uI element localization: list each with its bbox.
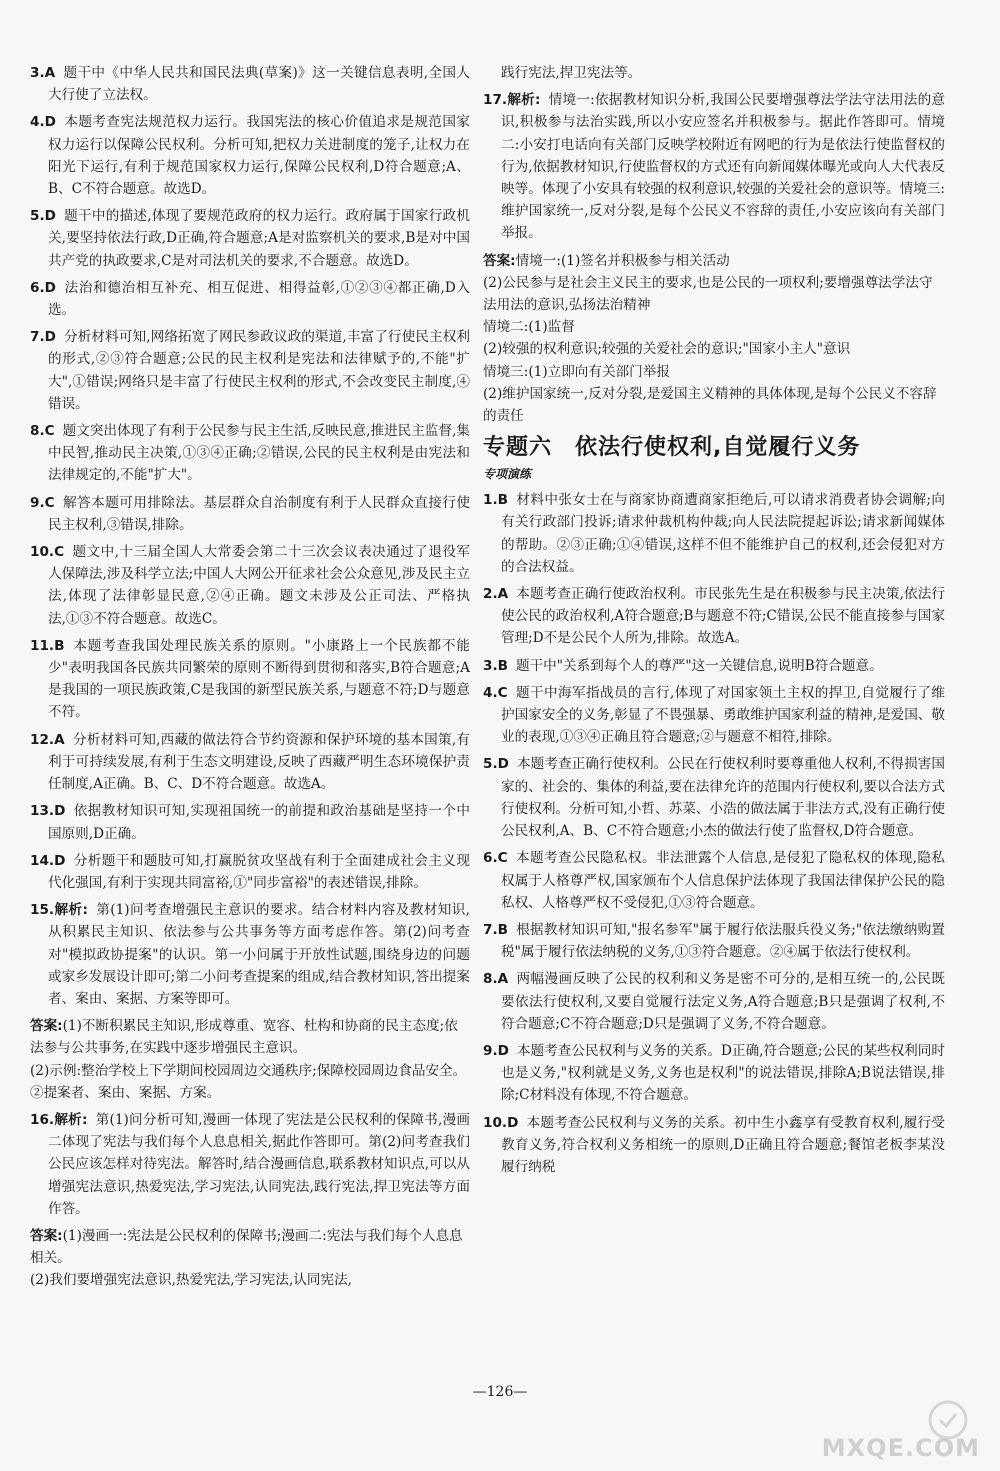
answer-part-1: (1)不断积累民主知识,形成尊重、宽容、杜构和协商的民主态度;依法参与公共事务,在实践中逐步增强民主意识。	[30, 1018, 458, 1057]
answer-letter: D	[507, 1114, 519, 1131]
answer-line: (2)公民参与是社会主义民主的要求,也是公民的一项权利;要增强尊法学法守法用法的意识,弘扬法治精神	[483, 274, 933, 314]
answer-item	[30, 277, 470, 321]
analysis-label: 解析:	[54, 1111, 88, 1128]
explanation-text: 本题考查公民权利与义务的关系。D正确,符合题意;公民的某些权利同时也是义务,"权利就是义务,义务也是权利"的说法错误,排除A;B说法错误,排除;C材料没有体现,不符合题意。	[501, 1042, 945, 1104]
answer-item	[483, 847, 945, 914]
analysis-text: 第(1)问分析可知,漫画一体现了宪法是公民权利的保障书,漫画二体现了宪法与我们每个人息息相关,据此作答即可。第(2)问考查我们公民应该怎样对待宪法。解答时,结合漫画信息,联系教材知识点,可以从增强宪法意识,热爱宪法,学习宪法,认同宪法,践行宪法,捍卫宪法等方面作答。	[48, 1111, 470, 1217]
question-number: 16.	[30, 1111, 55, 1128]
question-number: 6.	[30, 279, 45, 296]
question-number: 5.	[30, 208, 45, 225]
question-17	[483, 89, 945, 244]
answer-letter: D	[44, 114, 56, 131]
answer-17	[483, 250, 945, 428]
explanation-text: 题干中的描述,体现了要规范政府的权力运行。政府属于国家行政机关,要坚持依法行政,D正确,符合题意;A是对监察机关的要求,B是对中国共产党的执政要求,C是对司法机关的要求,不合题意。故选D。	[48, 208, 470, 269]
right-column	[483, 62, 945, 1183]
explanation-text: 本题考查正确行使政治权利。市民张先生是在积极参与民主决策,依法行使公民的政治权利,A符合题意;B与题意不符;C错误,公民不能直接参与国家管理;D不是公民个人所为,排除。故选A。	[501, 586, 945, 647]
explanation-text: 题干中《中华人民共和国民法典(草案)》这一关键信息表明,全国人大行使了立法权。	[48, 65, 470, 104]
analysis-text: 第(1)问考查增强民主意识的要求。结合材料内容及教材知识,从积累民主知识、依法参与公共事务等方面考虑作答。第(2)问考查对"模拟政协提案"的认识。第一小问属于开放性试题,围绕身边的问题或家乡发展设计即可;第二小问考查提案的组成,结合教材知识,答出提案者、案由、案据、方案等即可。	[48, 902, 470, 1007]
answer-letter: C	[44, 494, 55, 511]
answer-letter: B	[54, 637, 65, 654]
answer-letter: C	[497, 850, 508, 867]
answer-letter: D	[44, 208, 56, 225]
section-subtitle: 专项演练	[483, 467, 532, 482]
question-number: 15.	[30, 902, 55, 919]
answer-item	[483, 919, 945, 963]
answer-item	[30, 635, 470, 724]
answer-item	[30, 205, 470, 272]
answer-item	[483, 682, 945, 749]
watermark-text: MXQE.COM	[821, 1434, 980, 1462]
answer-letter: C	[497, 684, 508, 701]
answer-line: 情境一:(1)签名并积极参与相关活动	[515, 252, 730, 269]
answer-line: 情境三:(1)立即向有关部门举报	[483, 363, 670, 380]
question-number: 13.	[30, 803, 55, 820]
explanation-text: 两幅漫画反映了公民的权利和义务是密不可分的,是相互统一的,公民既要依法行使权利,又要自觉履行法定义务,A符合题意;B只是强调了权利,不符合题意;C不符合题意;D只是强调了义务,不符合题意。	[501, 971, 945, 1032]
answer-item	[483, 583, 945, 650]
question-number: 9.	[483, 1042, 498, 1059]
answer-letter: D	[44, 329, 56, 346]
question-number: 17.	[483, 92, 508, 109]
answer-letter: C	[54, 544, 65, 561]
explanation-text: 题干中海军指战员的言行,体现了对国家领土主权的捍卫,自觉履行了维护国家安全的义务,彰显了不畏强暴、勇敢维护国家利益的精神,是爱国、敬业的表现,①③④正确且符合题意;②与题意不相符,排除。	[501, 684, 945, 746]
question-number: 1.	[483, 492, 498, 509]
answer-item	[30, 541, 470, 630]
explanation-text: 本题考查宪法规范权力运行。我国宪法的核心价值追求是规范国家权力运行以保障公民权利。分析可知,把权力关进制度的笼子,让权力在阳光下运行,有利于规范国家权力运行,保障公民权利,D符合题意;A、B、C不符合题意。故选D。	[48, 114, 470, 198]
answer-letter: D	[497, 756, 509, 773]
explanation-text: 法治和德治相互补充、相互促进、相得益彰,①②③④都正确,D入选。	[48, 279, 470, 319]
continuation-text: 践行宪法,捍卫宪法等。	[501, 65, 642, 81]
answer-label: 答案:	[30, 1227, 63, 1244]
answer-letter: A	[44, 65, 56, 81]
answer-item	[30, 729, 470, 796]
answer-line: 情境二:(1)监督	[483, 319, 575, 336]
question-number: 3.	[483, 657, 498, 674]
answer-letter: B	[497, 492, 508, 509]
answer-letter: D	[44, 279, 56, 296]
left-answer-list	[30, 62, 470, 894]
answer-line: (2)维护国家统一,反对分裂,是爱国主义精神的具体体现,是每个公民义不容辞的责任	[483, 385, 937, 425]
answer-16	[30, 1225, 470, 1292]
explanation-text: 分析材料可知,西藏的做法符合节约资源和保护环境的基本国策,有利于可持续发展,有利于生态文明建设,反映了西藏严明生态环境保护责任制度,A正确。B、C、D不符合题意。故选A。	[48, 731, 470, 793]
analysis-text: 情境一:依据教材知识分析,我国公民要增强尊法学法守法用法的意识,积极参与法治实践,所以小安应签名并积极参与。据此作答即可。情境二:小安打电话向有关部门反映学校附近有网吧的行为是依法行使监督权的行为,依据教材知识,行使监督权的方式还有向新闻媒体曝光或向人大代表反映等。体现了小安具有较强的权利意识,较强的关爱社会的意识等。情境三:维护国家统一,反对分裂,是每个公民义不容辞的责任,小安应该向有关部门举报。	[501, 92, 945, 242]
answer-letter: D	[54, 852, 66, 869]
explanation-text: 题干中"关系到每个人的尊严"这一关键信息,说明B符合题意。	[516, 657, 883, 674]
answer-line: (2)较强的权利意识;较强的关爱社会的意识;"国家小主人"意识	[483, 341, 851, 358]
question-15	[30, 899, 470, 1010]
question-number: 7.	[30, 329, 45, 346]
explanation-text: 分析题干和题肢可知,打赢脱贫攻坚战有利于全面建成社会主义现代化强国,有利于实现共同富裕,①"同步富裕"的表述错误,排除。	[48, 852, 470, 891]
question-16	[30, 1109, 470, 1220]
answer-part-2: (2)我们要增强宪法意识,热爱宪法,学习宪法,认同宪法,	[30, 1272, 353, 1289]
right-answer-list	[483, 489, 945, 1178]
question-number: 8.	[30, 423, 45, 440]
answer-letter: D	[54, 803, 66, 820]
explanation-text: 题文中,十三届全国人大常委会第二十三次会议表决通过了退役军人保障法,涉及科学立法;中国人大网公开征求社会公众意见,涉及民主立法,体现了法律彰显民意,②④正确。题文未涉及公正司法、严格执法,①③不符合题意。故选C。	[48, 544, 470, 627]
page-number: —126—	[472, 1384, 528, 1400]
answer-item	[483, 655, 945, 677]
watermark-logo	[770, 1400, 980, 1462]
answer-letter: A	[497, 586, 509, 603]
explanation-text: 根据教材知识可知,"报名参军"属于履行依法服兵役义务;"依法缴纳购置税"属于履行依法纳税的义务,①③符合题意。②④属于依法行使权利。	[501, 921, 945, 961]
explanation-text: 依据教材知识可知,实现祖国统一的前提和政治基础是坚持一个中国原则,D正确。	[48, 803, 470, 842]
explanation-text: 本题考查公民隐私权。非法泄露个人信息,是侵犯了隐私权的体现,隐私权属于人格尊严权,国家颁布个人信息保护法体现了我国法律保护公民的隐私权、人格尊严权不受侵犯,①③符合题意。	[501, 850, 945, 911]
answer-letter: B	[497, 657, 508, 674]
question-number: 3.	[30, 65, 45, 81]
answer-letter: A	[497, 971, 509, 988]
question-number: 4.	[30, 114, 45, 131]
answer-letter: C	[44, 423, 55, 440]
answer-label: 答案:	[483, 252, 516, 269]
answer-item	[30, 420, 470, 487]
answer-label: 答案:	[30, 1018, 63, 1035]
explanation-text: 本题考查公民权利与义务的关系。初中生小鑫享有受教育权利,履行受教育义务,符合权利义务相统一的原则,D正确且符合题意;餐馆老板李某没履行纳税	[501, 1114, 945, 1175]
answer-letter: B	[497, 921, 508, 938]
question-number: 11.	[30, 637, 55, 654]
answer-item	[30, 492, 470, 536]
answer-part-2: (2)示例:整治学校上下学期间校园周边交通秩序;保障校园周边食品安全。②提案者、案由、案据、方案。	[30, 1062, 467, 1101]
explanation-text: 解答本题可用排除法。基层群众自治制度有利于人民群众直接行使民主权利,③错误,排除。	[48, 494, 470, 533]
question-number: 2.	[483, 586, 498, 603]
answer-item	[30, 326, 470, 415]
question-number: 10.	[30, 544, 55, 561]
left-column	[30, 62, 470, 1297]
explanation-text: 本题考查我国处理民族关系的原则。"小康路上一个民族都不能少"表明我国各民族共同繁荣的原则不断得到贯彻和落实,B符合题意;A是我国的一项民族政策,C是我国的新型民族关系,与题意不符;D与题意不符。	[48, 637, 470, 721]
answer-item	[483, 968, 945, 1035]
answer-item	[483, 753, 945, 842]
question-number: 10.	[483, 1114, 508, 1131]
explanation-text: 分析材料可知,网络拓宽了网民参政议政的渠道,丰富了行使民主权利的形式,②③符合题意;公民的民主权利是宪法和法律赋予的,不能"扩大",①错误;网络只是丰富了行使民主权利的形式,不会改变民主制度,④错误。	[48, 329, 470, 412]
explanation-text: 材料中张女士在与商家协商遭商家拒绝后,可以请求消费者协会调解;向有关行政部门投诉;请求仲裁机构仲裁;向人民法院提起诉讼;请求新闻媒体的帮助。②③正确;①④错误,这样不但不能维护自己的权利,还会侵犯对方的合法权益。	[501, 492, 945, 575]
analysis-label: 解析:	[54, 902, 88, 919]
question-number: 6.	[483, 850, 498, 867]
explanation-text: 题文突出体现了有利于公民参与民主生活,反映民意,推进民主监督,集中民智,推动民主决策,①③④正确;②错误,公民的民主权利是由宪法和法律规定的,不能"扩大"。	[48, 423, 470, 484]
question-number: 4.	[483, 684, 498, 701]
answer-part-1: (1)漫画一:宪法是公民权利的保障书;漫画二:宪法与我们每个人息息相关。	[30, 1227, 463, 1267]
answer-item	[483, 489, 945, 578]
question-number: 14.	[30, 852, 55, 869]
answer-letter: A	[54, 731, 65, 748]
answer-item	[30, 62, 470, 106]
question-number: 5.	[483, 756, 498, 773]
answer-item	[30, 800, 470, 844]
question-number: 9.	[30, 494, 45, 511]
answer-item	[30, 111, 470, 200]
explanation-text: 本题考查正确行使权利。公民在行使权利时要尊重他人权利,不得损害国家的、社会的、集体的利益,要在法律允许的范围内行使权利,要以合法方式行使权利。分析可知,小哲、苏菜、小浩的做法属于非法方式,没有正确行使公民权利,A、B、C不符合题意;小杰的做法行使了监督权,D符合题意。	[501, 756, 945, 840]
answer-item	[30, 850, 470, 894]
question-number: 8.	[483, 971, 498, 988]
question-number: 12.	[30, 731, 55, 748]
answer-15	[30, 1015, 470, 1104]
question-number: 7.	[483, 921, 498, 938]
answer-item	[483, 1112, 945, 1179]
answer-item	[483, 1040, 945, 1107]
answer-letter: D	[497, 1042, 509, 1059]
section-title: 专题六 依法行使权利,自觉履行义务	[483, 435, 861, 461]
analysis-label: 解析:	[507, 92, 541, 109]
